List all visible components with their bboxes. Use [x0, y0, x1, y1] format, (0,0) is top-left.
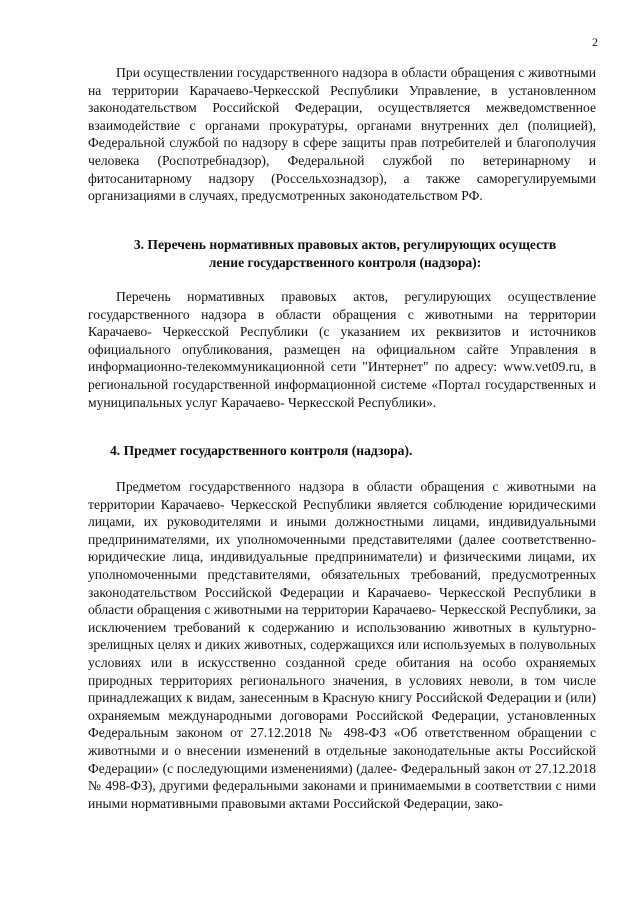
page-number: 2 [592, 35, 598, 49]
section-3-heading-line-2: ление государственного контроля (надзора): [208, 254, 482, 270]
intro-paragraph: При осуществлении государственного надзора в области обращения с животными на территории Карачаево-Черкесской Республики Управление, в установленном законодательством Российской Федерации, осуществляется межведомственное взаимодействие с органами прокуратуры, органами внутренних дел (полицией), Федеральной службой по надзору в сфере защиты прав потребителей и благополучия человека (Роспотребнадзор), Федеральной службой по ветеринарному и фитосанитарному надзору (Россельхознадзор), а также саморегулируемыми организациями в случаях, предусмотренных законодательством РФ. [88, 65, 596, 204]
section-3-heading [110, 236, 580, 271]
section-3-heading-line-1: 3. Перечень нормативных правовых актов, регулирующих осуществ [133, 237, 557, 252]
section-3-paragraph: Перечень нормативных правовых актов, регулирующих осуществление государственного надзора в области обращения с животными на территории Карачаево- Черкесской Республики (с указанием их реквизитов и источников официального опубликования, размещен на официальном сайте Управления в информационно-телекоммуникационной сети "Интернет" по адресу: www.vet09.ru, в региональной государственной информационной системе «Портал государственных и муниципальных услуг Карачаево- Черкесской Республики». [88, 289, 596, 410]
section-4-heading: 4. Предмет государственного контроля (надзора). [110, 443, 413, 458]
section-4-paragraph: Предметом государственного надзора в области обращения с животными на территории Карачаево- Черкесской Республики является соблюдение юридическими лицами, их руководителями и иными должностными лицами, индивидуальными предпринимателями, их уполномоченными представителями (далее соответственно- юридические лица, индивидуальные предприниматели) и физическими лицами, их уполномоченными представителями, обязательных требований, предусмотренных законодательством Российской Федерации и Карачаево- Черкесской Республики в области обращения с животными на территории Карачаево- Черкесской Республики, за исключением требований к содержанию и использованию животных в культурно-зрелищных целях и диких животных, содержащихся или используемых в полувольных условиях или в искусственно созданной среде обитания на особо охраняемых природных территориях регионального значения, в условиях неволи, в том числе принадлежащих к видам, занесенным в Красную книгу Российской Федерации и (или) охраняемым международными договорами Российской Федерации, установленных Федеральным законом от 27.12.2018 № 498-ФЗ «Об ответственном обращении с животными и о внесении изменений в отдельные законодательные акты Российской Федерации» (с последующими изменениями) (далее- Федеральный закон от 27.12.2018 № 498-ФЗ), другими федеральными законами и принимаемыми в соответствии с ними иными нормативными правовыми актами Российской Федерации, зако- [88, 479, 596, 811]
